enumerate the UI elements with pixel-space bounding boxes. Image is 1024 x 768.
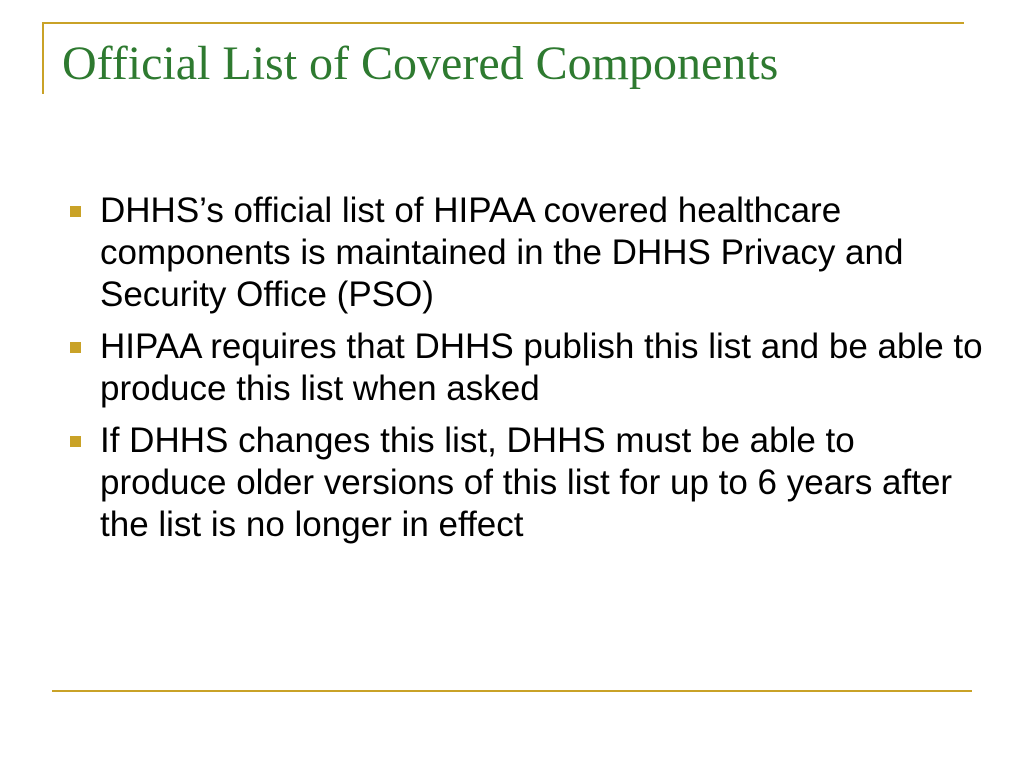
bullet-text: DHHS’s official list of HIPAA covered healthcare components is maintained in the DHHS Privacy and Security Office (PSO) <box>100 191 904 314</box>
bullet-item <box>70 190 990 316</box>
slide-title: Official List of Covered Components <box>62 37 779 90</box>
square-bullet-icon <box>70 206 81 217</box>
bullet-text: HIPAA requires that DHHS publish this list and be able to produce this list when asked <box>100 327 983 408</box>
left-accent-line <box>42 22 44 94</box>
bullet-item <box>70 326 990 410</box>
bottom-divider-line <box>52 690 972 692</box>
bullet-list <box>70 190 990 556</box>
top-divider-line <box>42 22 964 24</box>
square-bullet-icon <box>70 342 81 353</box>
bullet-item <box>70 420 990 546</box>
square-bullet-icon <box>70 436 81 447</box>
bullet-text: If DHHS changes this list, DHHS must be able to produce older versions of this list for up to 6 years after the list is no longer in effect <box>100 421 953 544</box>
